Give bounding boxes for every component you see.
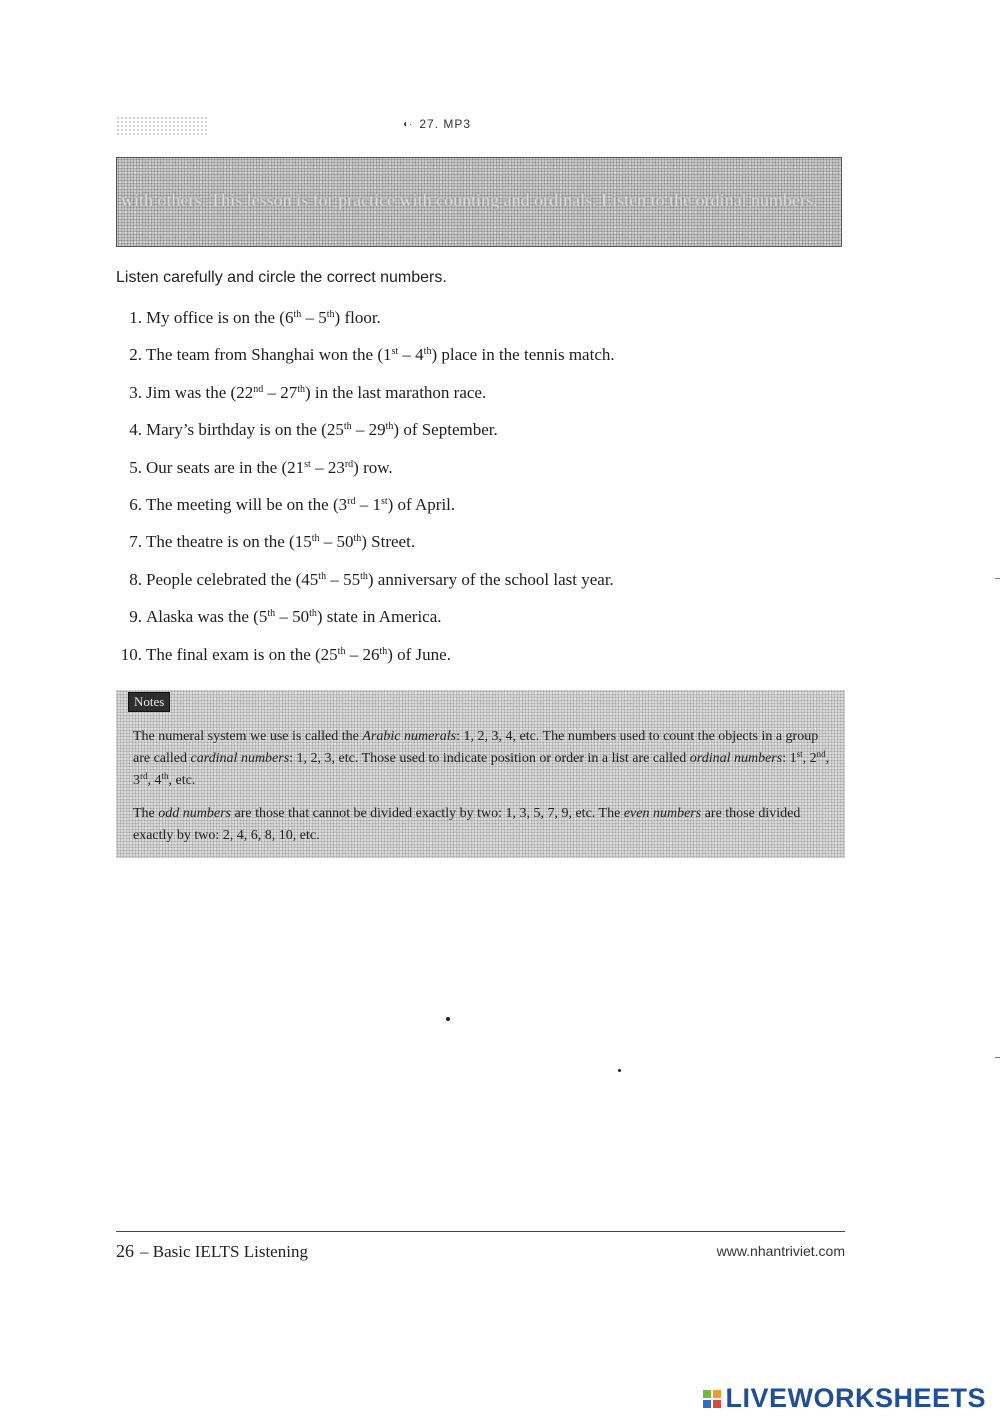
logo-tile-i bbox=[713, 1390, 721, 1398]
page-number: 26 bbox=[116, 1241, 134, 1261]
option-b[interactable]: 55th bbox=[343, 569, 368, 589]
question-item bbox=[116, 418, 836, 455]
option-b[interactable]: 5th bbox=[318, 308, 335, 327]
question-text: The team from Shanghai won the (1st – 4th) place in the tennis match. bbox=[146, 345, 615, 365]
question-number: 9. bbox=[129, 607, 142, 627]
option-b[interactable]: 50th bbox=[292, 607, 317, 627]
ordinal-suffix: th bbox=[326, 309, 335, 320]
question-item bbox=[116, 343, 836, 380]
ordinal-suffix: th bbox=[360, 570, 368, 582]
question-item bbox=[116, 381, 836, 418]
question-text: The theatre is on the (15th – 50th) Street. bbox=[146, 532, 416, 552]
ordinal-suffix: st bbox=[304, 458, 311, 470]
option-a[interactable]: 5th bbox=[258, 607, 276, 627]
ordinal-suffix: th bbox=[353, 533, 362, 545]
edge-mark bbox=[995, 1057, 1000, 1058]
question-text: Jim was the (22nd – 27th) in the last marathon race. bbox=[146, 382, 487, 402]
footer-divider bbox=[116, 1231, 845, 1232]
question-number: 8. bbox=[129, 569, 142, 589]
option-a[interactable]: 45th bbox=[301, 569, 327, 589]
ordinal-suffix: nd bbox=[253, 383, 264, 395]
question-text: Alaska was the (5th – 50th) state in America. bbox=[146, 607, 442, 627]
option-a[interactable]: 21st bbox=[287, 457, 311, 477]
logo-tile-v bbox=[703, 1400, 711, 1408]
option-a[interactable]: 15th bbox=[294, 532, 320, 552]
question-number: 4. bbox=[129, 420, 142, 440]
liveworksheets-logo[interactable] bbox=[703, 1383, 986, 1414]
question-number: 7. bbox=[129, 532, 142, 552]
ordinal-suffix: th bbox=[337, 645, 346, 657]
scan-speckle bbox=[116, 116, 208, 136]
footer-page-info bbox=[116, 1241, 308, 1262]
option-a[interactable]: 6th bbox=[284, 308, 302, 327]
question-item bbox=[116, 493, 836, 530]
ordinal-suffix: st bbox=[380, 495, 388, 507]
question-number: 1. bbox=[129, 308, 142, 327]
option-a[interactable]: 1st bbox=[383, 345, 399, 365]
ordinal-example: , 3rd bbox=[133, 751, 830, 788]
question-number: 2. bbox=[129, 345, 142, 365]
audio-track-label bbox=[402, 117, 471, 131]
option-a[interactable]: 3rd bbox=[338, 494, 356, 514]
option-b[interactable]: 23rd bbox=[327, 457, 354, 477]
question-text: The final exam is on the (25th – 26th) of June. bbox=[146, 644, 451, 664]
option-b[interactable]: 1st bbox=[372, 494, 388, 514]
scan-dot bbox=[446, 1017, 450, 1021]
ordinal-suffix: th bbox=[297, 383, 305, 395]
question-item bbox=[116, 643, 836, 680]
question-text: Mary’s birthday is on the (25th – 29th) of September. bbox=[146, 420, 498, 440]
term-ordinal-numbers: ordinal numbers bbox=[689, 751, 783, 766]
question-number: 10. bbox=[120, 644, 142, 664]
audio-filename: 27. MP3 bbox=[419, 117, 472, 131]
question-number: 5. bbox=[129, 457, 142, 477]
ordinal-suffix: th bbox=[379, 645, 388, 657]
option-b[interactable]: 27th bbox=[280, 382, 305, 402]
question-text: People celebrated the (45th – 55th) anniversary of the school last year. bbox=[146, 569, 614, 589]
option-b[interactable]: 29th bbox=[368, 420, 394, 440]
logo-grid-icon bbox=[703, 1390, 721, 1408]
option-a[interactable]: 25th bbox=[320, 644, 346, 664]
question-text: Our seats are in the (21st – 23rd) row. bbox=[146, 457, 393, 477]
edge-mark bbox=[995, 578, 1000, 579]
question-number: 6. bbox=[129, 494, 142, 514]
notes-paragraph-odd-even: The odd numbers are those that cannot be divided exactly by two: 1, 3, 5, 7, 9, etc. The even numbers are those divided exactly by two: 2, 4, 6, 8, 10, etc. bbox=[133, 806, 801, 843]
ordinal-example: , 4th bbox=[147, 771, 169, 788]
ordinal-suffix: th bbox=[293, 309, 302, 320]
question-number: 3. bbox=[129, 382, 142, 402]
ordinal-suffix: rd bbox=[347, 495, 356, 507]
logo-tile-e bbox=[713, 1400, 721, 1408]
option-a[interactable]: 25th bbox=[326, 420, 352, 440]
ordinal-suffix: th bbox=[343, 421, 352, 433]
notes-box bbox=[116, 690, 845, 858]
ordinal-suffix: rd bbox=[344, 458, 354, 470]
term-arabic-numerals: Arabic numerals bbox=[362, 729, 457, 744]
question-item bbox=[116, 306, 836, 343]
notes-label: Notes bbox=[128, 692, 170, 712]
logo-tile-l bbox=[703, 1390, 711, 1398]
ordinal-example: , 2nd bbox=[802, 749, 826, 766]
option-b[interactable]: 4th bbox=[415, 345, 432, 365]
ordinal-suffix: st bbox=[391, 346, 399, 358]
ordinal-example: 1st bbox=[789, 749, 803, 766]
banner-text: with others. This lesson is for practice with counting and ordinals. Listen to the ordinal numbers. bbox=[121, 190, 818, 210]
ordinal-suffix: th bbox=[267, 608, 276, 620]
question-item bbox=[116, 530, 836, 567]
logo-text: LIVEWORKSHEETS bbox=[725, 1383, 986, 1413]
question-item bbox=[116, 605, 836, 642]
ordinal-suffix: th bbox=[311, 533, 320, 545]
question-text: My office is on the (6th – 5th) floor. bbox=[146, 308, 381, 327]
scan-dot bbox=[618, 1069, 621, 1072]
lesson-banner bbox=[116, 157, 842, 247]
footer-website: www.nhantriviet.com bbox=[716, 1243, 845, 1259]
question-list bbox=[116, 306, 836, 680]
option-b[interactable]: 50th bbox=[336, 532, 362, 552]
ordinal-suffix: th bbox=[309, 608, 317, 620]
book-title: – Basic IELTS Listening bbox=[140, 1242, 308, 1261]
question-item bbox=[116, 456, 836, 493]
term-odd-numbers: odd numbers bbox=[158, 806, 231, 821]
option-b[interactable]: 26th bbox=[362, 644, 388, 664]
ordinal-suffix: th bbox=[385, 421, 394, 433]
question-item bbox=[116, 568, 836, 605]
speaker-icon: ◖· bbox=[402, 118, 414, 130]
question-text: The meeting will be on the (3rd – 1st) of April. bbox=[146, 494, 456, 514]
notes-paragraph-numerals: The numeral system we use is called the Arabic numerals: 1, 2, 3, 4, etc. The numbers used to count the objects in a group are called cardinal numbers: 1, 2, 3, etc. Those used to indicate position or order in a list are called ordinal numbers: 1st, 2nd, 3rd, 4th, etc. bbox=[133, 729, 830, 788]
option-a[interactable]: 22nd bbox=[236, 382, 264, 402]
term-cardinal-numbers: cardinal numbers bbox=[190, 751, 290, 766]
term-even-numbers: even numbers bbox=[623, 806, 702, 821]
exercise-instruction: Listen carefully and circle the correct numbers. bbox=[116, 269, 447, 286]
ordinal-suffix: th bbox=[318, 570, 327, 582]
ordinal-suffix: th bbox=[423, 346, 432, 358]
